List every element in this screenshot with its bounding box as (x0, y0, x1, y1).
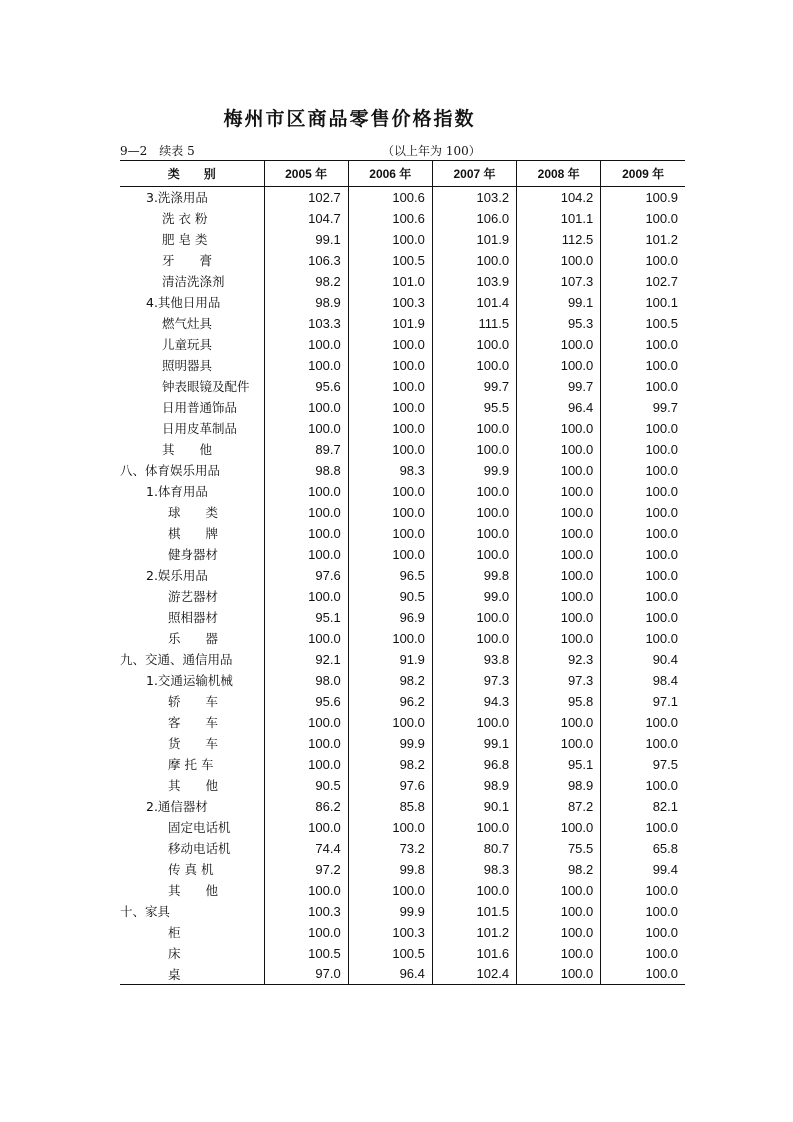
index-value: 100.0 (517, 334, 601, 355)
index-value: 96.4 (517, 397, 601, 418)
index-value: 100.0 (264, 922, 348, 943)
index-value: 100.0 (517, 901, 601, 922)
index-value: 87.2 (517, 796, 601, 817)
index-value: 100.0 (264, 355, 348, 376)
category-label: 2.娱乐用品 (146, 568, 208, 583)
table-row (120, 817, 685, 838)
category-label: 肥 皂 类 (162, 232, 208, 247)
index-value: 100.5 (348, 250, 432, 271)
index-value: 100.0 (517, 418, 601, 439)
index-value: 98.0 (264, 670, 348, 691)
index-value: 99.9 (432, 460, 516, 481)
index-value: 100.0 (348, 481, 432, 502)
index-value: 73.2 (348, 838, 432, 859)
index-value: 100.0 (517, 460, 601, 481)
index-value: 100.5 (601, 313, 685, 334)
index-value: 100.0 (601, 607, 685, 628)
index-value: 95.3 (517, 313, 601, 334)
index-value: 100.0 (517, 544, 601, 565)
table-row (120, 775, 685, 796)
table-body (120, 187, 685, 985)
table-code: 9—2 续表 5 (120, 144, 195, 158)
index-value: 100.0 (432, 880, 516, 901)
index-value: 98.9 (432, 775, 516, 796)
index-value: 86.2 (264, 796, 348, 817)
index-value: 100.6 (348, 208, 432, 229)
category-label: 照相器材 (168, 610, 219, 625)
index-value: 100.0 (601, 544, 685, 565)
index-value: 106.0 (432, 208, 516, 229)
index-value: 100.0 (517, 355, 601, 376)
category-label: 1.交通运输机械 (146, 673, 233, 688)
index-value: 100.0 (432, 439, 516, 460)
category-label: 3.洗涤用品 (146, 190, 208, 206)
index-value: 100.0 (601, 460, 685, 481)
category-label: 移动电话机 (168, 841, 231, 856)
index-value: 80.7 (432, 838, 516, 859)
index-value: 100.0 (432, 712, 516, 733)
index-value: 100.0 (348, 502, 432, 523)
index-value: 96.9 (348, 607, 432, 628)
table-row (120, 880, 685, 901)
index-value: 100.0 (348, 229, 432, 250)
index-value: 100.0 (601, 817, 685, 838)
index-value: 97.2 (264, 859, 348, 880)
index-value: 100.0 (264, 334, 348, 355)
index-value: 100.0 (432, 418, 516, 439)
index-value: 96.5 (348, 565, 432, 586)
category-label: 棋 牌 (168, 526, 219, 541)
index-value: 100.0 (517, 502, 601, 523)
index-value: 100.0 (264, 418, 348, 439)
index-value: 100.0 (601, 481, 685, 502)
index-value: 101.4 (432, 292, 516, 313)
index-value: 100.0 (348, 397, 432, 418)
category-label: 货 车 (168, 736, 219, 751)
header-year-2008: 2008 年 (517, 161, 601, 187)
index-value: 100.0 (601, 775, 685, 796)
index-value: 100.0 (517, 628, 601, 649)
table-row (120, 565, 685, 586)
index-value: 100.9 (601, 187, 685, 208)
index-value: 100.0 (517, 607, 601, 628)
table-row (120, 691, 685, 712)
table-row (120, 271, 685, 292)
index-value: 100.0 (517, 817, 601, 838)
index-value: 100.0 (601, 733, 685, 754)
index-value: 100.0 (264, 481, 348, 502)
index-value: 100.0 (517, 439, 601, 460)
index-value: 100.0 (601, 586, 685, 607)
index-value: 100.0 (264, 628, 348, 649)
category-label: 日用皮革制品 (162, 421, 238, 436)
index-value: 100.0 (432, 544, 516, 565)
index-value: 106.3 (264, 250, 348, 271)
index-value: 91.9 (348, 649, 432, 670)
index-value: 96.8 (432, 754, 516, 775)
index-value: 100.0 (264, 586, 348, 607)
table-row (120, 523, 685, 544)
table-row (120, 208, 685, 229)
index-value: 102.7 (264, 187, 348, 208)
index-value: 90.1 (432, 796, 516, 817)
category-label: 床 (168, 946, 181, 961)
index-value: 100.3 (348, 292, 432, 313)
index-value: 101.2 (601, 229, 685, 250)
index-value: 99.7 (432, 376, 516, 397)
index-value: 100.0 (601, 964, 685, 985)
category-label: 八、体育娱乐用品 (120, 463, 221, 478)
category-label: 九、交通、通信用品 (120, 652, 233, 667)
index-value: 97.3 (517, 670, 601, 691)
index-value: 98.2 (264, 271, 348, 292)
table-row (120, 334, 685, 355)
index-value: 100.0 (348, 355, 432, 376)
index-value: 100.0 (264, 502, 348, 523)
index-value: 99.0 (432, 586, 516, 607)
index-value: 100.0 (517, 922, 601, 943)
index-value: 100.0 (517, 712, 601, 733)
index-value: 100.0 (601, 523, 685, 544)
index-value: 104.2 (517, 187, 601, 208)
index-value: 100.0 (601, 943, 685, 964)
index-value: 100.0 (432, 628, 516, 649)
index-value: 101.1 (517, 208, 601, 229)
index-value: 95.1 (517, 754, 601, 775)
category-label: 传 真 机 (168, 862, 214, 877)
header-year-2006: 2006 年 (348, 161, 432, 187)
index-value: 100.0 (601, 565, 685, 586)
index-value: 97.3 (432, 670, 516, 691)
category-label: 牙 膏 (162, 253, 213, 268)
table-row (120, 502, 685, 523)
index-value: 92.1 (264, 649, 348, 670)
index-value: 99.7 (517, 376, 601, 397)
table-row (120, 250, 685, 271)
index-value: 100.0 (601, 712, 685, 733)
header-category: 类 别 (167, 167, 216, 181)
index-value: 100.0 (517, 943, 601, 964)
index-value: 74.4 (264, 838, 348, 859)
index-value: 95.5 (432, 397, 516, 418)
index-value: 100.0 (264, 523, 348, 544)
index-value: 100.0 (348, 628, 432, 649)
index-value: 90.5 (264, 775, 348, 796)
table-row (120, 607, 685, 628)
table-row (120, 439, 685, 460)
index-value: 98.4 (601, 670, 685, 691)
index-value: 101.6 (432, 943, 516, 964)
index-value: 93.8 (432, 649, 516, 670)
table-row (120, 943, 685, 964)
index-value: 98.9 (517, 775, 601, 796)
index-value: 100.0 (601, 250, 685, 271)
category-label: 燃气灶具 (162, 316, 213, 331)
header-year-2007: 2007 年 (432, 161, 516, 187)
index-value: 98.9 (264, 292, 348, 313)
index-value: 97.5 (601, 754, 685, 775)
index-value: 97.1 (601, 691, 685, 712)
index-value: 101.2 (432, 922, 516, 943)
index-value: 100.0 (432, 481, 516, 502)
category-label: 4.其他日用品 (146, 295, 221, 310)
index-value: 100.0 (264, 754, 348, 775)
index-value: 100.0 (264, 880, 348, 901)
index-value: 100.0 (601, 208, 685, 229)
category-label: 乐 器 (168, 631, 219, 646)
index-value: 100.0 (601, 418, 685, 439)
index-value: 100.0 (264, 817, 348, 838)
category-label: 1.体育用品 (146, 484, 208, 499)
index-value: 100.0 (601, 628, 685, 649)
index-value: 100.0 (517, 964, 601, 985)
index-value: 101.9 (432, 229, 516, 250)
table-row (120, 397, 685, 418)
index-value: 100.0 (432, 523, 516, 544)
index-value: 100.0 (264, 397, 348, 418)
index-value: 97.0 (264, 964, 348, 985)
index-value: 112.5 (517, 229, 601, 250)
index-value: 103.9 (432, 271, 516, 292)
table-row (120, 922, 685, 943)
index-value: 100.0 (432, 502, 516, 523)
index-value: 98.8 (264, 460, 348, 481)
header-row (120, 161, 685, 187)
category-label: 球 类 (168, 505, 219, 520)
index-value: 100.6 (348, 187, 432, 208)
table-row (120, 838, 685, 859)
index-value: 100.0 (432, 334, 516, 355)
index-value: 102.4 (432, 964, 516, 985)
table-row (120, 733, 685, 754)
index-value: 101.0 (348, 271, 432, 292)
index-value: 100.0 (348, 523, 432, 544)
table-row (120, 187, 685, 208)
category-label: 桌 (120, 964, 264, 985)
index-value: 100.0 (264, 712, 348, 733)
index-value: 98.2 (348, 754, 432, 775)
index-value: 100.0 (517, 880, 601, 901)
table-row (120, 313, 685, 334)
index-value: 101.5 (432, 901, 516, 922)
table-row (120, 229, 685, 250)
index-value: 100.0 (432, 250, 516, 271)
index-value: 65.8 (601, 838, 685, 859)
table-row (120, 712, 685, 733)
index-value: 111.5 (432, 313, 516, 334)
table-row (120, 460, 685, 481)
category-label: 儿童玩具 (162, 337, 213, 352)
index-value: 107.3 (517, 271, 601, 292)
index-value: 99.1 (432, 733, 516, 754)
index-value: 95.1 (264, 607, 348, 628)
index-value: 85.8 (348, 796, 432, 817)
index-value: 94.3 (432, 691, 516, 712)
index-value: 99.9 (348, 733, 432, 754)
index-value: 96.2 (348, 691, 432, 712)
index-value: 98.2 (517, 859, 601, 880)
index-value: 100.0 (517, 481, 601, 502)
category-label: 十、家具 (120, 904, 171, 919)
index-value: 95.6 (264, 376, 348, 397)
index-value: 89.7 (264, 439, 348, 460)
index-value: 100.0 (601, 502, 685, 523)
index-value: 100.0 (348, 334, 432, 355)
category-label: 洗 衣 粉 (162, 211, 208, 226)
header-year-2009: 2009 年 (601, 161, 685, 187)
index-value: 98.3 (432, 859, 516, 880)
table-row (120, 859, 685, 880)
price-index-table (120, 160, 685, 985)
table-row (120, 901, 685, 922)
index-value: 100.0 (517, 586, 601, 607)
table-row (120, 964, 685, 985)
index-value: 100.0 (348, 544, 432, 565)
category-label: 照明器具 (162, 358, 213, 373)
index-value: 97.6 (264, 565, 348, 586)
index-value: 97.6 (348, 775, 432, 796)
index-value: 99.8 (348, 859, 432, 880)
index-value: 99.8 (432, 565, 516, 586)
category-label: 摩 托 车 (168, 757, 214, 772)
index-value: 100.0 (432, 607, 516, 628)
index-value: 90.5 (348, 586, 432, 607)
index-value: 101.9 (348, 313, 432, 334)
index-value: 100.0 (348, 817, 432, 838)
index-value: 100.0 (264, 733, 348, 754)
index-value: 100.0 (517, 733, 601, 754)
index-value: 95.8 (517, 691, 601, 712)
table-row (120, 670, 685, 691)
index-value: 102.7 (601, 271, 685, 292)
page-title-text: 梅州市区商品零售价格指数 (223, 108, 476, 130)
base-note: （以上年为 100） (382, 144, 481, 158)
table-row (120, 754, 685, 775)
index-value: 100.3 (348, 922, 432, 943)
table-row (120, 796, 685, 817)
index-value: 100.0 (264, 544, 348, 565)
table-header (120, 161, 685, 187)
index-value: 99.1 (517, 292, 601, 313)
index-value: 100.0 (601, 901, 685, 922)
index-value: 100.0 (432, 355, 516, 376)
category-label: 钟表眼镜及配件 (162, 379, 250, 394)
index-value: 103.2 (432, 187, 516, 208)
category-label: 其 他 (162, 442, 213, 457)
index-value: 90.4 (601, 649, 685, 670)
index-value: 100.3 (264, 901, 348, 922)
index-value: 99.7 (601, 397, 685, 418)
index-value: 100.5 (264, 943, 348, 964)
table-row (120, 292, 685, 313)
category-label: 固定电话机 (168, 820, 231, 835)
index-value: 98.2 (348, 670, 432, 691)
table-row (120, 481, 685, 502)
table-row (120, 649, 685, 670)
index-value: 100.0 (348, 418, 432, 439)
index-value: 99.9 (348, 901, 432, 922)
index-value: 100.1 (601, 292, 685, 313)
category-label: 其 他 (168, 883, 219, 898)
index-value: 99.4 (601, 859, 685, 880)
index-value: 100.0 (601, 334, 685, 355)
table-row (120, 418, 685, 439)
category-label: 客 车 (168, 715, 219, 730)
index-value: 100.0 (601, 880, 685, 901)
table-row (120, 355, 685, 376)
index-value: 92.3 (517, 649, 601, 670)
index-value: 104.7 (264, 208, 348, 229)
index-value: 95.6 (264, 691, 348, 712)
category-label: 轿 车 (168, 694, 219, 709)
category-label: 游艺器材 (168, 589, 219, 604)
index-value: 100.0 (517, 523, 601, 544)
index-value: 100.5 (348, 943, 432, 964)
category-label: 柜 (168, 925, 181, 940)
table-row (120, 628, 685, 649)
index-value: 100.0 (348, 439, 432, 460)
index-value: 100.0 (601, 376, 685, 397)
category-label: 2.通信器材 (146, 799, 208, 814)
index-value: 82.1 (601, 796, 685, 817)
index-value: 103.3 (264, 313, 348, 334)
index-value: 100.0 (601, 922, 685, 943)
category-label: 健身器材 (168, 547, 219, 562)
index-value: 100.0 (601, 439, 685, 460)
index-value: 98.3 (348, 460, 432, 481)
category-label: 日用普通饰品 (162, 400, 238, 415)
index-value: 96.4 (348, 964, 432, 985)
index-value: 99.1 (264, 229, 348, 250)
header-year-2005: 2005 年 (264, 161, 348, 187)
index-value: 100.0 (348, 880, 432, 901)
index-value: 100.0 (517, 565, 601, 586)
table-row (120, 586, 685, 607)
index-value: 75.5 (517, 838, 601, 859)
index-value: 100.0 (432, 817, 516, 838)
index-value: 100.0 (348, 712, 432, 733)
category-label: 其 他 (168, 778, 219, 793)
table-row (120, 544, 685, 565)
category-label: 清洁洗涤剂 (162, 274, 225, 289)
page-title (0, 104, 793, 131)
index-value: 100.0 (348, 376, 432, 397)
table-row (120, 376, 685, 397)
index-value: 100.0 (601, 355, 685, 376)
index-value: 100.0 (517, 250, 601, 271)
